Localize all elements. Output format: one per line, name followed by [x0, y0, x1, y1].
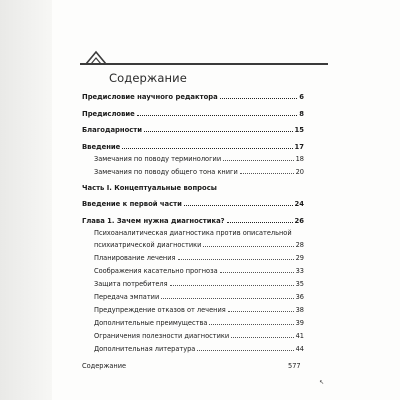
leader-dots	[144, 130, 293, 132]
toc-page-number: 24	[294, 200, 304, 208]
toc-entry-label: Ограничения полезности диагностики	[94, 332, 230, 340]
toc-subentry[interactable]	[94, 267, 304, 275]
leader-dots	[240, 172, 294, 174]
toc-entry-label: Дополнительные преимущества	[94, 319, 208, 327]
toc-subentry-label-line1[interactable]: Психоаналитическая диагностика против описательной	[94, 229, 292, 237]
toc-entry-chapter1[interactable]	[82, 217, 304, 225]
leader-dots	[122, 147, 292, 149]
page-mark-icon: ↖	[319, 379, 325, 386]
toc-entry-label: Передача эмпатии	[94, 293, 160, 301]
toc-page-number: 17	[294, 143, 304, 151]
toc-subentry[interactable]	[94, 241, 304, 249]
toc-entry-label: Благодарности	[82, 126, 143, 134]
toc-entry-label: Планирование лечения	[94, 254, 176, 262]
toc-entry-introduction[interactable]	[82, 143, 304, 151]
toc-page-number: 28	[295, 241, 304, 249]
toc-entry-label: Предисловие	[82, 110, 135, 118]
toc-subentry[interactable]	[94, 168, 304, 176]
toc-subentry[interactable]	[94, 155, 304, 163]
toc-page-number: 38	[295, 306, 304, 314]
leader-dots	[223, 159, 293, 161]
leader-dots	[170, 284, 294, 286]
leader-dots	[209, 323, 293, 325]
leader-dots	[137, 114, 298, 116]
toc-entry-label: Предупреждение отказов от лечения	[94, 306, 226, 314]
toc-page-number: 20	[295, 168, 304, 176]
toc-entry-label: психиатрической диагностики	[94, 241, 202, 249]
toc-subentry[interactable]	[94, 345, 304, 353]
leader-dots	[161, 297, 293, 299]
toc-part-heading[interactable]	[82, 184, 304, 192]
header-rule	[107, 63, 328, 65]
toc-entry-label: Часть I. Концептуальные вопросы	[82, 184, 217, 192]
corner-bracket-icon	[80, 40, 110, 70]
toc-entry-label: Защита потребителя	[94, 280, 168, 288]
toc-header	[80, 40, 328, 100]
toc-entry-label: Глава 1. Зачем нужна диагностика?	[82, 217, 225, 225]
toc-entry-label: Замечания по поводу общего тона книги	[94, 168, 238, 176]
toc-entry-label: Введение	[82, 143, 121, 151]
toc-page-number: 41	[295, 332, 304, 340]
toc-entry-label: Дополнительная литература	[94, 345, 196, 353]
toc-subentry[interactable]	[94, 306, 304, 314]
toc-entry-acknowledgements[interactable]	[82, 126, 304, 134]
leader-dots	[228, 310, 294, 312]
toc-page-number: 8	[299, 110, 304, 118]
toc-subentry[interactable]	[94, 319, 304, 327]
toc-page-number: 29	[295, 254, 304, 262]
toc-entry-label: Введение к первой части	[82, 200, 182, 208]
toc-subentry[interactable]	[94, 293, 304, 301]
toc-entry-label: Соображения касательно прогноза	[94, 267, 218, 275]
page-number: 577	[288, 362, 301, 370]
leader-dots	[220, 271, 294, 273]
toc-entry-part1-intro[interactable]	[82, 200, 304, 208]
leader-dots	[203, 245, 293, 247]
leader-dots	[184, 204, 293, 206]
toc-subentry[interactable]	[94, 254, 304, 262]
leader-dots	[231, 336, 293, 338]
toc-page-number: 36	[295, 293, 304, 301]
toc-page-number: 39	[295, 319, 304, 327]
toc-page-number: 33	[295, 267, 304, 275]
toc-page-number: 44	[295, 345, 304, 353]
leader-dots	[220, 97, 298, 99]
toc-page-number: 18	[295, 155, 304, 163]
toc-page-number: 6	[299, 93, 304, 101]
toc-subentry[interactable]	[94, 280, 304, 288]
running-footer: Содержание	[82, 362, 127, 370]
toc-subentry[interactable]	[94, 332, 304, 340]
page-gutter-shadow	[0, 0, 52, 400]
leader-dots	[178, 258, 294, 260]
toc-entry-preface-editor[interactable]	[82, 93, 304, 101]
leader-dots	[197, 349, 293, 351]
toc-page-number: 26	[294, 217, 304, 225]
leader-dots	[227, 221, 293, 223]
toc-page-number: 15	[294, 126, 304, 134]
toc-page-number: 35	[295, 280, 304, 288]
toc-entry-preface[interactable]	[82, 110, 304, 118]
toc-entry-label: Замечания по поводу терминологии	[94, 155, 222, 163]
toc-entry-label: Предисловие научного редактора	[82, 93, 218, 101]
page-title: Содержание	[109, 71, 187, 85]
